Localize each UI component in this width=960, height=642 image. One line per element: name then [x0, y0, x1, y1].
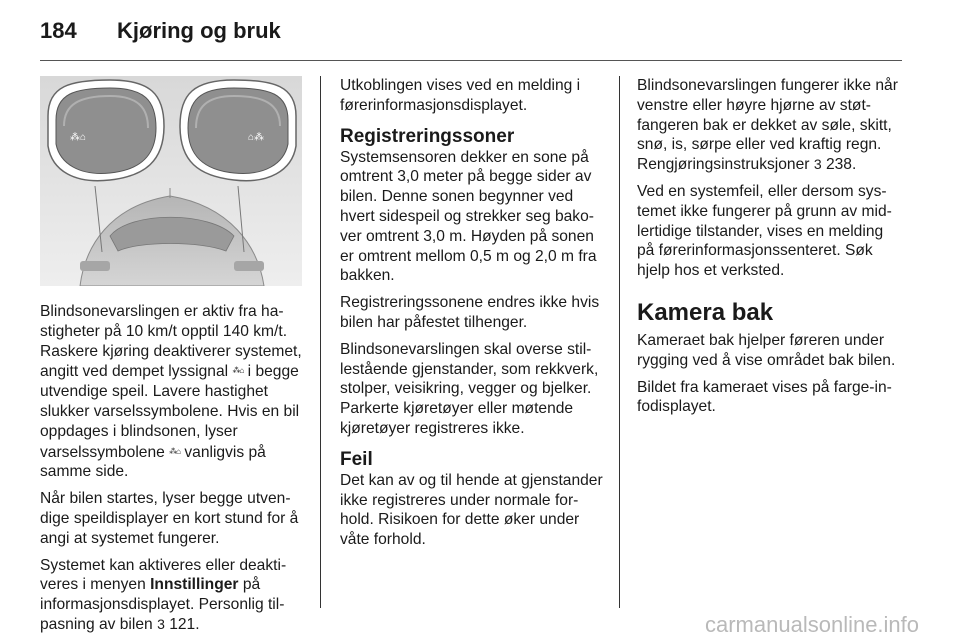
text-innst-a: Systemet kan aktiveres eller deaktiveres i menyen — [40, 556, 287, 594]
page-ref-arrow-icon: 3 — [157, 615, 165, 632]
text-innst-b: på informasjonsdisplayet. Personlig tilpasning av bilen — [40, 576, 285, 633]
paragraph-kamera: Kameraet bak hjelper føreren under rygging ved å vise området bak bilen. — [637, 331, 896, 369]
paragraph-bildet: Bildet fra kameraet vises på farge-infodisplayet. — [637, 378, 892, 416]
column-1 — [40, 302, 306, 642]
paragraph-start: Når bilen startes, lyser begge utvendige speildisplayer en kort stund for å angi at systemet fungerer. — [40, 490, 299, 547]
blind-spot-icon: ⁂⌂ — [169, 446, 180, 456]
paragraph-rengjoring — [637, 76, 903, 175]
text-aktiv-a: Blindsonevarslingen er aktiv fra hastigheter på 10 km/t opptil 140 km/t. Raskere kjøring deaktiverer systemet, angitt ved dempet lyssignal — [40, 303, 302, 381]
column-divider — [619, 76, 620, 608]
paragraph-tilhenger: Registreringssonene endres ikke hvis bilen har påfestet tilhenger. — [340, 294, 600, 331]
text-aktiv-c: vanligvis på samme side. — [40, 443, 266, 481]
left-mirror — [48, 80, 164, 181]
paragraph-innstillinger — [40, 556, 306, 635]
column-3 — [637, 76, 903, 424]
right-mirror — [180, 80, 296, 181]
heading-kamera-bak: Kamera bak — [637, 298, 774, 326]
column-2 — [340, 76, 606, 557]
mirror-illustration — [40, 76, 302, 286]
blind-spot-left-icon: ⁂⌂ — [70, 132, 87, 143]
text-rengjoring: Blindsonevarslingen fungerer ikke når venstre eller høyre hjørne av støtfangeren bak er dekket av søle, skitt, snø, is, sørpe eller ved kraftig regn. Rengjøringsinstruksjoner — [637, 77, 898, 174]
column-divider — [320, 76, 321, 608]
page-ref[interactable]: 238. — [825, 156, 857, 174]
watermark: carmanualsonline.info — [705, 612, 920, 637]
paragraph-aktiv — [40, 302, 306, 482]
paragraph-systemfeil: Ved en systemfeil, eller dersom systemet ikke fungerer på grunn av midlertidige tilstander, vises en melding på førerinformasjonssenteret. Søk hjelp hos et verksted. — [637, 182, 892, 280]
text-aktiv-b: i begge utvendige speil. Lavere hastighet slukker varselssymbolene. Hvis en bil oppdages i blindsonen, lyser varselssymbolene — [40, 363, 300, 461]
heading-registreringssoner: Registreringssoner — [340, 125, 515, 147]
page-ref-arrow-icon: 3 — [813, 156, 822, 173]
mirror-illustration-svg — [40, 76, 302, 286]
heading-feil: Feil — [340, 448, 373, 470]
paragraph-utkobling: Utkoblingen vises ved en melding i førerinformasjonsdisplayet. — [340, 77, 581, 114]
page-ref[interactable]: 121. — [169, 615, 200, 633]
paragraph-feil: Det kan av og til hende at gjenstander ikke registreres under normale forhold. Risikoen for dette øker under våte forhold. — [340, 471, 603, 549]
header-divider — [40, 60, 902, 61]
paragraph-gjenstander: Blindsonevarslingen skal overse stillestående gjenstander, som rekkverk, stolper, veisikring, vegger og bjelker. Parkerte kjøretøyer eller møtende kjøretøyer registreres ikke. — [340, 340, 599, 437]
page-title: Kjøring og bruk — [117, 18, 281, 43]
menu-name-innstillinger: Innstillinger — [150, 576, 239, 594]
blind-spot-icon: ⁂⌂ — [232, 366, 244, 376]
paragraph-sensor: Systemsensoren dekker en sone på omtrent 3,0 meter på begge sider av bilen. Denne sonen begynner ved hvert sidespeil og strekker seg bakover omtrent 3,0 m. Høyden på sonen er omtrent mellom 0,5 m og 2,0 m fra bakken. — [340, 148, 597, 285]
page-number: 184 — [40, 18, 77, 43]
blind-spot-right-icon: ⌂⁂ — [248, 132, 265, 143]
